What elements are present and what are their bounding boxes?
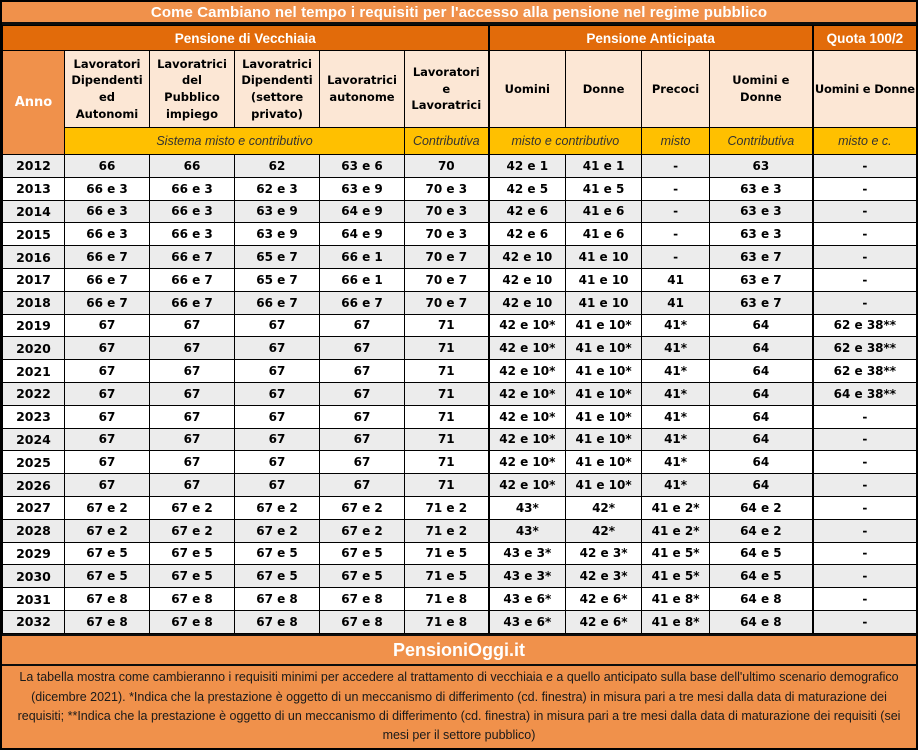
value-cell: 66 e 7 — [150, 246, 235, 269]
value-cell: 64 — [710, 474, 813, 497]
value-cell: 67 — [65, 314, 150, 337]
value-cell: 66 e 3 — [65, 177, 150, 200]
value-cell: 66 e 7 — [150, 268, 235, 291]
value-cell: - — [813, 155, 917, 178]
column-header-uomini: Uomini — [489, 51, 566, 128]
value-cell: 67 e 8 — [150, 610, 235, 633]
value-cell: 63 — [710, 155, 813, 178]
value-cell: 63 e 9 — [235, 200, 320, 223]
value-cell: 62 e 38** — [813, 314, 917, 337]
value-cell: 66 e 3 — [150, 223, 235, 246]
column-header-lavoratori-dipendenti-autonomi: Lavoratori Dipendenti ed Autonomi — [65, 51, 150, 128]
value-cell: 42 e 10 — [489, 246, 566, 269]
table-row — [3, 610, 917, 633]
value-cell: 67 e 2 — [65, 519, 150, 542]
value-cell: 63 e 3 — [710, 223, 813, 246]
value-cell: 67 — [320, 451, 405, 474]
value-cell: 63 e 7 — [710, 291, 813, 314]
value-cell: - — [813, 496, 917, 519]
value-cell: 66 e 7 — [235, 291, 320, 314]
value-cell: 41 e 2* — [642, 496, 710, 519]
value-cell: - — [813, 542, 917, 565]
value-cell: - — [813, 588, 917, 611]
value-cell: 41* — [642, 360, 710, 383]
value-cell: 42 e 6 — [489, 200, 566, 223]
year-cell: 2020 — [3, 337, 65, 360]
value-cell: 66 e 7 — [65, 246, 150, 269]
value-cell: 42 e 6 — [489, 223, 566, 246]
value-cell: 41 e 1 — [566, 155, 642, 178]
value-cell: 42 e 10* — [489, 337, 566, 360]
value-cell: 71 e 8 — [405, 588, 489, 611]
table-row — [3, 246, 917, 269]
value-cell: 67 — [65, 428, 150, 451]
value-cell: 41 e 5 — [566, 177, 642, 200]
value-cell: 67 — [235, 428, 320, 451]
value-cell: 67 — [320, 474, 405, 497]
table-row — [3, 291, 917, 314]
value-cell: 42* — [566, 519, 642, 542]
value-cell: 42 e 1 — [489, 155, 566, 178]
value-cell: 67 — [150, 314, 235, 337]
value-cell: 41 e 10* — [566, 474, 642, 497]
value-cell: - — [813, 474, 917, 497]
table-row — [3, 474, 917, 497]
value-cell: 64 — [710, 360, 813, 383]
value-cell: 67 e 2 — [235, 496, 320, 519]
value-cell: 71 — [405, 360, 489, 383]
value-cell: 71 e 8 — [405, 610, 489, 633]
value-cell: 70 e 7 — [405, 246, 489, 269]
value-cell: 70 e 7 — [405, 268, 489, 291]
value-cell: 64 e 38** — [813, 382, 917, 405]
value-cell: 67 e 2 — [320, 496, 405, 519]
section-header-vecchiaia: Pensione di Vecchiaia — [3, 26, 489, 51]
value-cell: 42 e 10* — [489, 428, 566, 451]
value-cell: - — [642, 246, 710, 269]
value-cell: 67 e 5 — [65, 565, 150, 588]
value-cell: 67 — [320, 337, 405, 360]
value-cell: 67 — [320, 360, 405, 383]
pension-table — [2, 25, 917, 634]
value-cell: 67 e 8 — [235, 610, 320, 633]
value-cell: 64 e 8 — [710, 588, 813, 611]
section-header-quota: Quota 100/2 — [813, 26, 917, 51]
regime-anticipata-misto-contributivo: misto e contributivo — [489, 128, 642, 155]
value-cell: 66 e 1 — [320, 268, 405, 291]
value-cell: 71 — [405, 451, 489, 474]
value-cell: 71 e 5 — [405, 565, 489, 588]
column-header-lavoratori-e-lavoratrici: Lavoratori e Lavoratrici — [405, 51, 489, 128]
value-cell: 43 e 3* — [489, 542, 566, 565]
footnote-text: La tabella mostra come cambieranno i requisiti minimi per accedere al trattamento di vecchiaia e a quello anticipato sulla base dell'ultimo scenario demografico (dicembre 2021). *Indica che la prestazione è oggetto di un meccanismo di differimento (cd. finestra) in misura pari a tre mesi dalla data di maturazione dei requisiti; **Indica che la prestazione è oggetto di un meccanismo di differimento (cd. finestra) in misura pari a tre mesi dalla data di maturazione dei requisiti (sei mesi per il settore pubblico) — [2, 666, 916, 748]
value-cell: 71 e 2 — [405, 496, 489, 519]
value-cell: 67 — [235, 360, 320, 383]
value-cell: 42 e 10 — [489, 268, 566, 291]
year-cell: 2012 — [3, 155, 65, 178]
value-cell: 65 e 7 — [235, 268, 320, 291]
value-cell: - — [813, 177, 917, 200]
value-cell: 64 e 2 — [710, 519, 813, 542]
value-cell: 42 e 10* — [489, 360, 566, 383]
column-header-quota-uomini-e-donne: Uomini e Donne — [813, 51, 917, 128]
column-header-donne: Donne — [566, 51, 642, 128]
table-row — [3, 496, 917, 519]
value-cell: 71 — [405, 428, 489, 451]
value-cell: - — [813, 610, 917, 633]
value-cell: 70 e 3 — [405, 200, 489, 223]
value-cell: 65 e 7 — [235, 246, 320, 269]
section-header-row — [3, 26, 917, 51]
value-cell: 67 e 5 — [320, 542, 405, 565]
value-cell: 70 e 3 — [405, 177, 489, 200]
table-row — [3, 268, 917, 291]
year-cell: 2017 — [3, 268, 65, 291]
value-cell: 67 e 5 — [320, 565, 405, 588]
year-cell: 2025 — [3, 451, 65, 474]
value-cell: 70 — [405, 155, 489, 178]
value-cell: 63 e 7 — [710, 246, 813, 269]
value-cell: 43* — [489, 519, 566, 542]
value-cell: 42 e 3* — [566, 565, 642, 588]
value-cell: 62 e 38** — [813, 360, 917, 383]
value-cell: 67 — [235, 337, 320, 360]
value-cell: - — [642, 200, 710, 223]
value-cell: 63 e 6 — [320, 155, 405, 178]
value-cell: 62 e 38** — [813, 337, 917, 360]
value-cell: 67 e 5 — [150, 565, 235, 588]
value-cell: 71 e 5 — [405, 542, 489, 565]
table-row — [3, 382, 917, 405]
value-cell: 67 — [65, 451, 150, 474]
value-cell: 62 e 3 — [235, 177, 320, 200]
value-cell: - — [813, 451, 917, 474]
value-cell: 71 — [405, 337, 489, 360]
table-row — [3, 565, 917, 588]
value-cell: 71 e 2 — [405, 519, 489, 542]
value-cell: 41 e 10 — [566, 291, 642, 314]
value-cell: 67 — [150, 337, 235, 360]
value-cell: 67 — [65, 405, 150, 428]
value-cell: 43* — [489, 496, 566, 519]
regime-anticipata-contributiva: Contributiva — [710, 128, 813, 155]
table-row — [3, 177, 917, 200]
value-cell: 63 e 3 — [710, 177, 813, 200]
brand-banner: PensioniOggi.it — [2, 634, 916, 666]
value-cell: 41* — [642, 382, 710, 405]
value-cell: 41* — [642, 405, 710, 428]
year-cell: 2027 — [3, 496, 65, 519]
value-cell: 66 e 7 — [320, 291, 405, 314]
value-cell: 41 e 6 — [566, 223, 642, 246]
column-header-precoci: Precoci — [642, 51, 710, 128]
value-cell: 66 e 3 — [65, 200, 150, 223]
value-cell: 66 e 7 — [65, 291, 150, 314]
value-cell: 42 e 5 — [489, 177, 566, 200]
value-cell: 71 — [405, 474, 489, 497]
column-header-uomini-e-donne: Uomini e Donne — [710, 51, 813, 128]
value-cell: 67 — [150, 474, 235, 497]
value-cell: 67 — [320, 314, 405, 337]
year-cell: 2022 — [3, 382, 65, 405]
table-row — [3, 223, 917, 246]
value-cell: 41 e 5* — [642, 565, 710, 588]
value-cell: 41 e 6 — [566, 200, 642, 223]
value-cell: 41* — [642, 474, 710, 497]
value-cell: 67 e 8 — [320, 588, 405, 611]
value-cell: 41 e 2* — [642, 519, 710, 542]
value-cell: 41 e 8* — [642, 610, 710, 633]
year-cell: 2016 — [3, 246, 65, 269]
value-cell: 67 e 2 — [150, 519, 235, 542]
value-cell: 64 — [710, 337, 813, 360]
value-cell: 67 — [65, 474, 150, 497]
year-cell: 2028 — [3, 519, 65, 542]
year-cell: 2032 — [3, 610, 65, 633]
value-cell: 64 e 9 — [320, 223, 405, 246]
column-header-lavoratrici-autonome: Lavoratrici autonome — [320, 51, 405, 128]
year-cell: 2026 — [3, 474, 65, 497]
regime-row — [3, 128, 917, 155]
value-cell: 63 e 7 — [710, 268, 813, 291]
value-cell: 43 e 6* — [489, 610, 566, 633]
value-cell: 42 e 10* — [489, 451, 566, 474]
value-cell: 64 — [710, 405, 813, 428]
value-cell: - — [813, 405, 917, 428]
value-cell: 66 — [150, 155, 235, 178]
value-cell: 66 e 1 — [320, 246, 405, 269]
value-cell: 67 e 2 — [320, 519, 405, 542]
value-cell: 41* — [642, 428, 710, 451]
value-cell: 64 — [710, 314, 813, 337]
value-cell: - — [813, 200, 917, 223]
value-cell: 67 — [65, 360, 150, 383]
value-cell: - — [813, 291, 917, 314]
value-cell: 67 e 8 — [65, 610, 150, 633]
value-cell: 41 e 10 — [566, 246, 642, 269]
value-cell: 42 e 3* — [566, 542, 642, 565]
value-cell: 41 e 10* — [566, 360, 642, 383]
value-cell: 67 — [235, 451, 320, 474]
section-header-anticipata: Pensione Anticipata — [489, 26, 813, 51]
value-cell: 63 e 3 — [710, 200, 813, 223]
value-cell: 67 — [150, 428, 235, 451]
value-cell: 64 e 2 — [710, 496, 813, 519]
value-cell: 67 — [150, 382, 235, 405]
year-cell: 2023 — [3, 405, 65, 428]
page-title: Come Cambiano nel tempo i requisiti per l'accesso alla pensione nel regime pubblico — [2, 2, 916, 25]
value-cell: 42 e 10* — [489, 382, 566, 405]
value-cell: 67 — [65, 337, 150, 360]
year-cell: 2029 — [3, 542, 65, 565]
value-cell: 67 e 5 — [235, 542, 320, 565]
value-cell: 63 e 9 — [235, 223, 320, 246]
value-cell: - — [813, 268, 917, 291]
value-cell: - — [642, 223, 710, 246]
value-cell: 42* — [566, 496, 642, 519]
year-cell: 2030 — [3, 565, 65, 588]
value-cell: 67 e 5 — [65, 542, 150, 565]
year-cell: 2024 — [3, 428, 65, 451]
value-cell: 67 e 2 — [150, 496, 235, 519]
value-cell: 43 e 3* — [489, 565, 566, 588]
value-cell: 67 e 8 — [320, 610, 405, 633]
regime-quota-misto: misto e c. — [813, 128, 917, 155]
year-cell: 2031 — [3, 588, 65, 611]
value-cell: 41 e 10* — [566, 382, 642, 405]
year-cell: 2019 — [3, 314, 65, 337]
value-cell: 64 e 8 — [710, 610, 813, 633]
table-row — [3, 314, 917, 337]
year-cell: 2013 — [3, 177, 65, 200]
value-cell: 67 — [235, 405, 320, 428]
value-cell: 67 — [150, 405, 235, 428]
table-row — [3, 588, 917, 611]
value-cell: 67 e 5 — [235, 565, 320, 588]
value-cell: 64 — [710, 451, 813, 474]
value-cell: 66 e 3 — [150, 200, 235, 223]
regime-vecchiaia-misto-contributivo: Sistema misto e contributivo — [65, 128, 405, 155]
value-cell: 67 — [235, 314, 320, 337]
table-row — [3, 200, 917, 223]
value-cell: 67 e 8 — [235, 588, 320, 611]
table-row — [3, 337, 917, 360]
value-cell: 66 — [65, 155, 150, 178]
value-cell: 67 e 8 — [150, 588, 235, 611]
value-cell: 42 e 6* — [566, 610, 642, 633]
value-cell: 67 — [235, 474, 320, 497]
table-row — [3, 542, 917, 565]
value-cell: 41 e 10* — [566, 451, 642, 474]
value-cell: 67 e 2 — [65, 496, 150, 519]
value-cell: 66 e 3 — [150, 177, 235, 200]
value-cell: 67 — [320, 382, 405, 405]
column-header-lavoratrici-dipendenti-privato: Lavoratrici Dipendenti (settore privato) — [235, 51, 320, 128]
year-cell: 2021 — [3, 360, 65, 383]
value-cell: 67 — [150, 451, 235, 474]
value-cell: 41 e 10* — [566, 337, 642, 360]
value-cell: 71 — [405, 405, 489, 428]
column-header-row — [3, 51, 917, 128]
value-cell: 67 — [65, 382, 150, 405]
value-cell: 42 e 6* — [566, 588, 642, 611]
column-header-lavoratrici-pubblico-impiego: Lavoratrici del Pubblico impiego — [150, 51, 235, 128]
value-cell: 70 e 7 — [405, 291, 489, 314]
regime-anticipata-misto: misto — [642, 128, 710, 155]
value-cell: 67 — [150, 360, 235, 383]
table-row — [3, 428, 917, 451]
value-cell: 70 e 3 — [405, 223, 489, 246]
year-cell: 2014 — [3, 200, 65, 223]
value-cell: 42 e 10 — [489, 291, 566, 314]
value-cell: 41 e 8* — [642, 588, 710, 611]
value-cell: 41* — [642, 314, 710, 337]
table-row — [3, 155, 917, 178]
value-cell: 41 e 10 — [566, 268, 642, 291]
value-cell: 41 e 10* — [566, 314, 642, 337]
value-cell: 41 — [642, 268, 710, 291]
value-cell: 67 e 8 — [65, 588, 150, 611]
value-cell: 41 e 10* — [566, 428, 642, 451]
value-cell: 71 — [405, 314, 489, 337]
year-cell: 2015 — [3, 223, 65, 246]
table-row — [3, 360, 917, 383]
value-cell: 64 e 9 — [320, 200, 405, 223]
value-cell: - — [813, 565, 917, 588]
value-cell: 42 e 10* — [489, 474, 566, 497]
value-cell: 43 e 6* — [489, 588, 566, 611]
value-cell: 41 e 5* — [642, 542, 710, 565]
value-cell: 41* — [642, 451, 710, 474]
table-row — [3, 405, 917, 428]
year-cell: 2018 — [3, 291, 65, 314]
value-cell: - — [642, 177, 710, 200]
value-cell: - — [642, 155, 710, 178]
value-cell: 67 — [320, 428, 405, 451]
regime-vecchiaia-contributiva: Contributiva — [405, 128, 489, 155]
value-cell: - — [813, 246, 917, 269]
value-cell: 66 e 7 — [65, 268, 150, 291]
value-cell: - — [813, 519, 917, 542]
value-cell: 66 e 3 — [65, 223, 150, 246]
value-cell: 64 — [710, 382, 813, 405]
table-row — [3, 519, 917, 542]
value-cell: 42 e 10* — [489, 314, 566, 337]
table-row — [3, 451, 917, 474]
column-header-anno: Anno — [3, 51, 65, 155]
value-cell: 63 e 9 — [320, 177, 405, 200]
value-cell: 41 e 10* — [566, 405, 642, 428]
value-cell: 71 — [405, 382, 489, 405]
value-cell: 64 e 5 — [710, 542, 813, 565]
value-cell: 67 — [235, 382, 320, 405]
value-cell: 64 e 5 — [710, 565, 813, 588]
value-cell: 67 e 2 — [235, 519, 320, 542]
value-cell: 64 — [710, 428, 813, 451]
value-cell: 62 — [235, 155, 320, 178]
value-cell: 42 e 10* — [489, 405, 566, 428]
table-header — [3, 26, 917, 155]
value-cell: 67 — [320, 405, 405, 428]
value-cell: 66 e 7 — [150, 291, 235, 314]
value-cell: - — [813, 223, 917, 246]
value-cell: 41* — [642, 337, 710, 360]
table-body — [3, 155, 917, 634]
value-cell: 67 e 5 — [150, 542, 235, 565]
value-cell: - — [813, 428, 917, 451]
value-cell: 41 — [642, 291, 710, 314]
